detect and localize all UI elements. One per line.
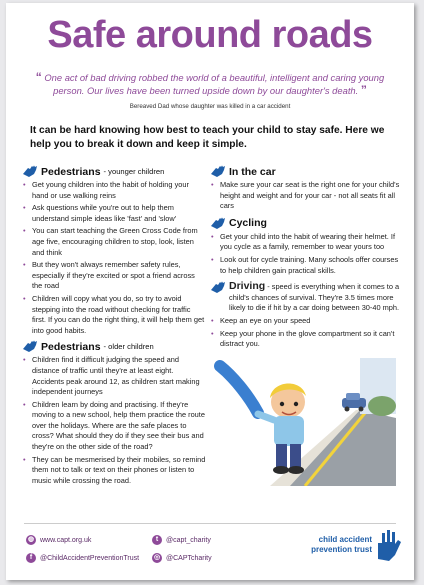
section-subheading: - younger children: [103, 167, 165, 176]
footer-website[interactable]: [26, 535, 91, 545]
list-item: • Look out for cycle training. Many schools offer courses to help children gain practical skills.: [210, 255, 400, 276]
section-heading-pedestrians-young: [22, 165, 206, 178]
hand-logo-icon: [374, 529, 404, 563]
globe-icon: ◍: [27, 536, 35, 543]
list-item: • They can be mesmerised by their mobiles, so remind them not to talk or text on their phones or listen to music while crossing the road.: [22, 455, 206, 487]
leaflet-page: [6, 3, 414, 580]
list-item: • Get young children into the habit of holding your hand or use walking reins: [22, 180, 206, 201]
hand-icon: [22, 340, 38, 353]
website-link[interactable]: www.capt.org.uk: [40, 536, 92, 544]
list-item: • Children learn by doing and practising. If they're moving to a new school, help them practice the route over the holidays. Where are the safe places to cross? What should they do if they see their bus and they're on the other side of the road?: [22, 400, 206, 453]
left-column: [22, 165, 206, 488]
hand-icon: [210, 217, 226, 230]
instagram-handle[interactable]: @CAPTcharity: [166, 554, 212, 562]
footer-facebook[interactable]: [26, 553, 139, 563]
footer-twitter[interactable]: [152, 535, 211, 545]
pedestrians-young-list: [22, 180, 206, 336]
close-quote-icon: ”: [360, 83, 367, 97]
right-column: [210, 165, 400, 491]
pedestrians-older-list: [22, 355, 206, 486]
quote-text: One act of bad driving robbed the world of a beautiful, intelligent and caring young person. Our lives have been turned upside down by our daughter's death.: [44, 72, 385, 96]
section-heading-driving: [210, 281, 400, 314]
instagram-icon: ◎: [153, 554, 161, 561]
section-heading-label: Pedestrians: [41, 165, 101, 178]
child-crossing-road-illustration: [210, 358, 396, 486]
driving-lead-block: [229, 281, 400, 314]
list-item: • Keep an eye on your speed: [210, 316, 400, 327]
intro-text: It can be hard knowing how best to teach your child to stay safe. Here we help you to break it down and keep it simple.: [30, 125, 385, 150]
section-heading-in-the-car: [210, 165, 400, 178]
section-heading-label: Cycling: [229, 217, 267, 230]
footer-divider: [24, 523, 396, 524]
twitter-icon: t: [152, 535, 162, 545]
twitter-handle[interactable]: @capt_charity: [166, 536, 211, 544]
in-the-car-list: [210, 180, 400, 212]
hand-icon: [22, 165, 38, 178]
list-item: • Keep your phone in the glove compartment so it can't distract you.: [210, 329, 400, 350]
list-item: • You can start teaching the Green Cross Code from age five, encouraging children to stop, look, listen and think: [22, 226, 206, 258]
list-item: • But they won't always remember safety rules, especially if they're excited or spot a friend across the road: [22, 260, 206, 292]
section-heading-cycling: [210, 217, 400, 230]
driving-list: [210, 316, 400, 350]
list-item: • Children find it difficult judging the speed and distance of traffic until they're at least eight. Accidents peak around 12, as children start making independent journeys: [22, 355, 206, 397]
capt-logo: [306, 527, 406, 571]
pull-quote: [24, 71, 396, 97]
facebook-icon: f: [26, 553, 36, 563]
section-heading-label: Pedestrians: [41, 340, 101, 353]
list-item: • Children will copy what you do, so try to avoid stepping into the road without checking for traffic first. If you can do the right thing, it will help them get into good habits.: [22, 294, 206, 336]
list-item: • Get your child into the habit of wearing their helmet. If you cycle as a family, remember to wear yours too: [210, 232, 400, 253]
section-heading-label: In the car: [229, 165, 276, 178]
list-item: • Make sure your car seat is the right one for your child's height and weight and for your car - not all seats fit all cars: [210, 180, 400, 212]
driving-lead-text: - speed is everything when it comes to a child's chances of survival. They're 3.5 times more likely to die if hit by a car doing between 30-40 mph.: [229, 282, 400, 313]
section-heading-pedestrians-older: [22, 340, 206, 353]
cycling-list: [210, 232, 400, 276]
open-quote-icon: “: [35, 70, 42, 84]
facebook-handle[interactable]: @ChildAccidentPreventionTrust: [40, 554, 140, 562]
section-heading-label: Driving: [229, 280, 266, 293]
list-item: • Ask questions while you're out to help them understand simple ideas like 'fast' and 'slow': [22, 203, 206, 224]
footer-instagram[interactable]: [152, 553, 212, 563]
section-subheading: - older children: [103, 342, 154, 352]
hand-icon: [210, 165, 226, 178]
hand-icon: [210, 281, 226, 294]
quote-attribution: Bereaved Dad whose daughter was killed in a car accident: [129, 103, 291, 110]
logo-line-2: prevention trust: [311, 545, 372, 554]
logo-wordmark: [306, 535, 372, 555]
page-title: Safe around roads: [47, 14, 373, 56]
logo-line-1: child accident: [318, 535, 372, 544]
